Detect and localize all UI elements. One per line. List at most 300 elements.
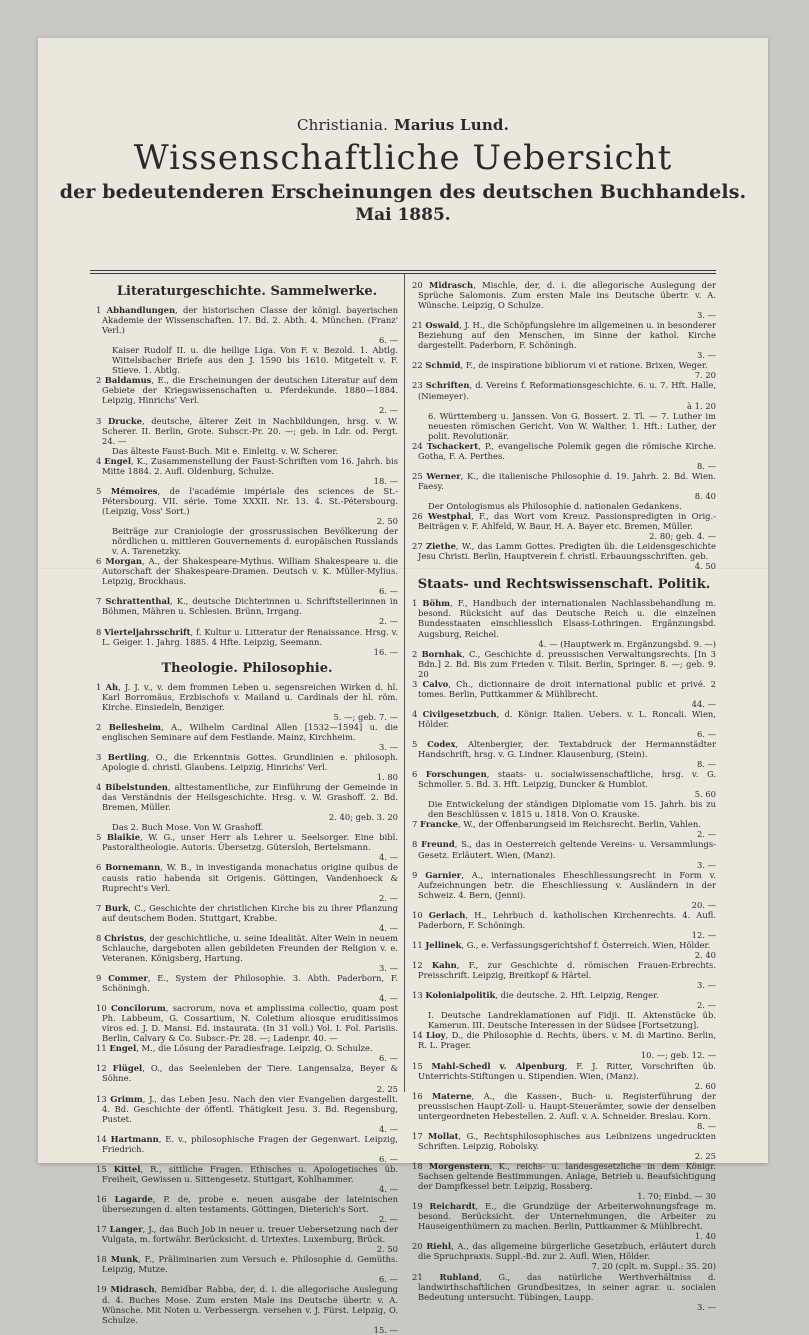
- entry-price: 5. —; geb. 7. —: [333, 711, 398, 722]
- entry-price: 6. —: [378, 586, 398, 597]
- bibliography-entry: 10 Gerlach, H., Lehrbuch d. katholischen Kirchenrechts. 4. Aufl. Paderborn, F. Schöningh. 12. —: [412, 909, 716, 940]
- entry-price: 2. —: [378, 616, 398, 627]
- bibliography-entry: 4 Bibelstunden, alttestamentliche, zur Einführung der Gemeinde in das Verständnis der Heilsgeschichte. Hrsg. v. W. Grashoff. 2. Bd. Bremen, Müller. 2. 40; geb. 3. 20 Das 2. Buch Mose. Von W. Grashoff.: [96, 782, 398, 833]
- entry-number: 26: [412, 511, 423, 522]
- bibliography-entry: 20 Midrasch, Mischle, der, d. i. die allegorische Auslegung der Sprüche Salomonis. Zum ersten Male ins Deutsche übertr. v. A. Wünsche. Leipzig, O Schulze. 3. —: [412, 280, 716, 321]
- entry-contents: I. Deutsche Landreklamationen auf Fidji. II. Aktenstücke üb. Kamerun. III. Deutsche Interessen in der Südsee [Fortsetzung].: [428, 1010, 716, 1031]
- entry-number: 17: [96, 1224, 107, 1235]
- entry-description: J., das Leben Jesu. Nach den vier Evangelien dargestellt. 4. Bd. Geschichte der öffentl. Thätigkeit Jesu. 3. Bd. Regensburg, Pustet.: [102, 1093, 398, 1124]
- issue-date: Mai 1885.: [355, 205, 451, 225]
- entry-description: der geschichtliche, u. seine Idealität. Alter Wein in neuem Schlauche, dargeboten allen gebildeten Freunden der Religion v. e. Veteranen. Königsberg, Hartung.: [102, 932, 398, 963]
- entry-number: 8: [96, 932, 102, 943]
- entry-description: H., Lehrbuch d. katholischen Kirchenrechts. 4. Aufl. Paderborn, F. Schöningh.: [418, 909, 716, 930]
- bibliography-entry: 14 Lioy, D., die Philosophie d. Rechts, übers. v. M. di Martino. Berlin, R. L. Prager. 10. —; geb. 12. —: [412, 1030, 717, 1061]
- entry-author-keyword: Engel: [104, 455, 132, 466]
- entry-contents: 6. Württemberg u. Janssen. Von G. Bossert. 2. Tl. — 7. Luther im neuesten römischen Gericht. Von W. Walther. 1. Hft.: Luther, der polit. Revolutionär.: [428, 410, 716, 441]
- entry-number: 27: [412, 541, 423, 552]
- bibliography-entry: 1 Ah, J. J. v., v. dem frommen Leben u. segensreichen Wirken d. hl. Karl Borromäus, Erzbischofs v. Mailand u. Cardinals der hl. röm. Kirche. Einsiedeln, Benziger. 5. —; geb. 7. —: [96, 681, 398, 722]
- entry-price: 5. 60: [694, 789, 716, 800]
- entry-number: 19: [412, 1201, 423, 1212]
- entry-author-keyword: Civilgesetzbuch: [422, 708, 497, 719]
- entry-author-keyword: Forschungen: [425, 769, 487, 780]
- bibliography-entry: 16 Lagarde, P. de, probe e. neuen ausgabe der lateinischen übersezungen d. alten testaments. Göttingen, Dieterich's Sort. 2. —: [96, 1194, 398, 1225]
- entry-price: 6. —: [696, 728, 716, 739]
- entry-description: F., zur Geschichte d. römischen Frauen-Erbrechts. Preisschrift. Leipzig, Breitkopf & Härtel.: [418, 960, 716, 981]
- entry-price: 16. —: [373, 646, 398, 657]
- entry-description: A., Wilhelm Cardinal Allen [1532—1594] u. die englischen Seminare auf dem Festlande. Mainz, Kirchheim.: [102, 721, 398, 742]
- entry-description: F. J. Ritter, Vorschriften üb. Unterrichts-Stiftungen u. Stipendien. Wien, (Manz).: [418, 1060, 716, 1081]
- bibliography-entry: 18 Morgenstern, K., reichs- u. landesgesetzliche in dem Königr. Sachsen geltende Bestimmungen. Anlage, Betrieb u. Beaufsichtigung der Dampfkessel betr. Leipzig, Rossberg. 1. 70; Einbd. — 30: [412, 1160, 716, 1202]
- entry-price: 1. 70; Einbd. — 30: [637, 1191, 716, 1202]
- entry-price: 3. —: [696, 859, 716, 870]
- entry-number: 21: [412, 320, 423, 331]
- entry-author-keyword: Drucke: [107, 415, 142, 426]
- bibliography-entry: 6 Morgan, A., der Shakespeare-Mythus. William Shakespeare u. die Autorschaft der Shakespeare-Dramen. Deutsch v. K. Müller-Mylius. Leipzig, Brockhaus. 6. —: [96, 556, 398, 597]
- entry-number: 1: [412, 598, 418, 609]
- literature-list: [96, 305, 398, 657]
- entry-description: K., die italienische Philosophie d. 19. Jahrh. 2. Bd. Wien. Faesy.: [418, 470, 716, 491]
- right-column: [412, 280, 716, 1312]
- entry-description: J., das Buch Job in neuer u. treuer Uebersetzung nach der Vulgata, m. fortwähr. Berücksicht. d. Urtextes. Luxemburg, Brück.: [102, 1224, 398, 1245]
- entry-price: 2. 80; geb. 4. —: [649, 531, 716, 542]
- bibliography-entry: 17 Langer, J., das Buch Job in neuer u. treuer Uebersetzung nach der Vulgata, m. fortwähr. Berücksicht. d. Urtextes. Luxemburg, Brück. 2. 50: [96, 1224, 398, 1255]
- entry-description: K., reichs- u. landesgesetzliche in dem Königr. Sachsen geltende Bestimmungen. Anlage, Betrieb u. Beaufsichtigung der Dampfkessel betr. Leipzig, Rossberg.: [418, 1160, 716, 1192]
- entry-price: 20. —: [691, 899, 716, 910]
- entry-price: 2. —: [696, 1000, 716, 1011]
- entry-description: staats- u. socialwissenschaftliche, hrsg. v. G. Schmoller. 5. Bd. 3. Hft. Leipzig, Duncker & Humblot.: [418, 769, 716, 790]
- entry-price: 2. —: [696, 829, 716, 840]
- entry-author-keyword: Hartmann: [110, 1133, 159, 1144]
- entry-description: K., deutsche Dichterinnen u. Schriftstellerinnen in Böhmen, Mähren u. Schlesien. Brünn, Irrgang.: [102, 596, 398, 617]
- bibliography-entry: 3 Bertling, O., die Erkenntnis Gottes. Grundlinien e. philosoph. Apologie d. christl. Glaubens. Leipzig, Hinrichs' Verl. 1. 80: [96, 751, 399, 783]
- bibliography-entry: 21 Oswald, J. H., die Schöpfungslehre im allgemeinen u. in besonderer Beziehung auf den Menschen, im Sinne der kathol. Kirche dargestellt. Paderborn, F. Schöningh. 3. —: [412, 320, 716, 361]
- entry-price: 4. —: [378, 1123, 398, 1134]
- entry-number: 13: [96, 1093, 107, 1104]
- entry-price: 8. —: [696, 759, 716, 770]
- entry-author-keyword: Garnier: [425, 869, 462, 880]
- entry-description: R., sittliche Fragen. Ethisches u. Apologetisches üb. Freiheit, Gewissen u. Sittengesetz. Stuttgart, Kohlhammer.: [102, 1163, 398, 1184]
- bibliography-entry: 23 Schriften, d. Vereins f. Reformationsgeschichte. 6. u. 7. Hft. Halle, (Niemeyer). à 1. 20 6. Württemberg u. Janssen. Von G. Bossert. 2. Tl. — 7. Luther im neuesten römischen Gericht. Von W. Walther. 1. Hft.: Luther, der polit. Revolutionär.: [412, 380, 716, 441]
- entry-author-keyword: Munk: [110, 1254, 138, 1265]
- bibliography-entry: 20 Riehl, A., das allgemeine bürgerliche Gesetzbuch, erläutert durch die Spruchpraxis. Suppl.-Bd. zur 2. Aufl. Wien, Hölder. 7. 20 (cplt. m. Suppl.: 35. 20): [412, 1241, 716, 1272]
- entry-author-keyword: Rubland: [439, 1271, 479, 1282]
- entry-description: W., der Offenbarungseid im Reichsrecht. Berlin, Vahlen.: [463, 819, 701, 830]
- section-heading-literature: Literaturgeschichte. Sammelwerke.: [116, 284, 378, 299]
- entry-number: 15: [96, 1163, 107, 1174]
- entry-number: 6: [96, 556, 102, 567]
- entry-number: 13: [412, 990, 423, 1001]
- entry-price: 3. —: [696, 310, 716, 321]
- entry-description: alttestamentliche, zur Einführung der Gemeinde in das Verständnis der Heilsgeschichte. Hrsg. v. W. Grashoff. 2. Bd. Bremen, Müller.: [102, 782, 398, 813]
- entry-number: 1: [96, 305, 102, 315]
- entry-number: 14: [412, 1030, 423, 1041]
- bibliography-entry: 3 Drucke, deutsche, älterer Zeit in Nachbildungen, hrsg. v. W. Scherer. II. Berlin, Grote. Subscr.-Pr. 20. —; geb. in Ldr. od. Pergt. 24. — Das älteste Faust-Buch. Mit e. Einleitg. v. W. Scherer.: [96, 415, 398, 456]
- entry-price: 7. 20: [694, 370, 716, 381]
- entry-author-keyword: Commer: [108, 973, 148, 983]
- bibliography-entry: 16 Materne, A., die Kassen-, Buch- u. Registerführung der preussischen Haupt-Zoll- u. Haupt-Steuerämter, sowie der denselben untergeordneten Hebestellen. 2. Aufl. v. A. Schneider. Breslau. Korn. 8. —: [412, 1090, 716, 1131]
- entry-description: F., Präliminarien zum Versuch e. Philosophie d. Gemüths. Leipzig, Mutze.: [102, 1254, 398, 1275]
- entry-number: 7: [412, 819, 418, 830]
- bibliography-entry: 1 Böhm, F., Handbuch der internationalen Nachlassbehandlung m. besond. Rücksicht auf das Deutsche Reich u. die einzelnen Bundesstaaten einschliesslich Elsass-Lothringen. Ergänzungsbd. Augsburg, Reichel. 4. — (Hauptwerk m. Ergänzungsbd. 9. —): [412, 598, 717, 649]
- entry-number: 4: [96, 782, 102, 793]
- page-subtitle: der bedeutenderen Erscheinungen des deutschen Buchhandels.: [59, 181, 747, 203]
- entry-price: 4. —: [378, 1183, 398, 1194]
- entry-price: 3. —: [378, 741, 398, 752]
- entry-author-keyword: Böhm: [422, 598, 451, 609]
- entry-description: de l'académie impériale des sciences de St.-Pétersbourg. VII. série. Tome XXXII. Nr. 13. 4. St.-Pétersbourg. (Leipzig, Voss' Sort.): [102, 485, 398, 516]
- header-rule: [90, 270, 716, 271]
- bibliography-entry: 19 Midrasch, Bemidbar Rabba, der, d. i. die allegorische Auslegung d. 4. Buches Mose. Zum ersten Male ins Deutsche übertr. v. A. Wünsche. Mit Noten u. Verbessergn. versehen v. J. Fürst. Leipzig, O. Schulze. 15. —: [96, 1284, 398, 1335]
- entry-author-keyword: Bellesheim: [108, 721, 161, 732]
- entry-author-keyword: Morgenstern: [428, 1160, 490, 1171]
- entry-author-keyword: Lioy: [426, 1030, 446, 1041]
- theology-list: [96, 682, 398, 1335]
- entry-contents: Beiträge zur Craniologie der grossrussischen Bevölkerung der nördlichen u. mittleren Gouvernements d. europäischen Russlands v. A. Tarenetzky.: [112, 526, 398, 557]
- entry-number: 6: [412, 769, 418, 780]
- entry-number: 2: [96, 375, 102, 386]
- entry-number: 8: [412, 839, 418, 850]
- bibliography-entry: 2 Bornhak, C., Geschichte d. preussischen Verwaltungsrechts. [In 3 Bdn.] 2. Bd. Bis zum Frieden v. Tilsit. Berlin, Springer. 8. —; geb. 9. 20: [412, 648, 717, 679]
- entry-price: 2. —: [378, 892, 398, 903]
- bibliography-entry: 4 Civilgesetzbuch, d. Königr. Italien. Uebers. v. L. Roncali. Wien, Hölder. 6. —: [412, 708, 716, 739]
- bibliography-entry: 5 Mémoires, de l'académie impériale des sciences de St.-Pétersbourg. VII. série. Tome XXXII. Nr. 13. 4. St.-Pétersbourg. (Leipzig, Voss' Sort.) 2. 50 Beiträge zur Craniologie der grossrussischen Bevölkerung der nördlichen u. mittleren Gouvernements d. europäischen Russlands v. A. Tarenetzky.: [96, 485, 398, 557]
- bibliography-entry: 13 Kolonialpolitik, die deutsche. 2. Hft. Leipzig, Renger. 2. — I. Deutsche Landreklamationen auf Fidji. II. Aktenstücke üb. Kamerun. III. Deutsche Interessen in der Südsee [Fortsetzung].: [412, 990, 716, 1031]
- entry-price: 2. 60: [694, 1080, 716, 1091]
- entry-price: 4. —: [378, 993, 398, 1004]
- bibliography-entry: 6 Forschungen, staats- u. socialwissenschaftliche, hrsg. v. G. Schmoller. 5. Bd. 3. Hft. Leipzig, Duncker & Humblot. 5. 60 Die Entwickelung der ständigen Diplomatie vom 15. Jahrh. bis zu den Beschlüssen v. 1815 u. 1818. Von O. Krauske.: [412, 769, 716, 820]
- publisher-place: Christiania.: [296, 116, 389, 134]
- entry-contents: Die Entwickelung der ständigen Diplomatie vom 15. Jahrh. bis zu den Beschlüssen v. 1815 u. 1818. Von O. Krauske.: [428, 799, 716, 820]
- entry-price: 2. 25: [694, 1150, 716, 1161]
- entry-description: W. G., unser Herr als Lehrer u. Seelsorger. Eine bibl. Pastoraltheologie. Autoris. Übersetzg. Gütersloh, Bertelsmann.: [102, 832, 399, 853]
- bibliography-entry: 22 Schmid, F., de inspiratione bibliorum vi et ratione. Brixen, Weger. 7. 20: [412, 360, 716, 381]
- bibliography-entry: 26 Westphal, F., das Wort vom Kreuz. Passionspredigten in Orig.-Beiträgen v. F. Ahlfeld, W. Baur, H. A. Bayer etc. Bremen, Müller. 2. 80; geb. 4. —: [412, 511, 716, 542]
- bibliography-entry: 3 Calvo, Ch., dictionnaire de droit international public et privé. 2 tomes. Berlin, Puttkammer & Mühlbrecht. 44. —: [412, 678, 716, 709]
- entry-number: 1: [96, 681, 102, 692]
- entry-contents: Das älteste Faust-Buch. Mit e. Einleitg. v. W. Scherer.: [112, 445, 339, 456]
- entry-author-keyword: Concilorum: [110, 1003, 166, 1014]
- entry-description: W., das Lamm Gottes. Predigten üb. die Leidensgeschichte Jesu Christi. Berlin, Hauptverein f. christl. Erbauungsschriften. geb.: [418, 541, 717, 562]
- entry-author-keyword: Bertling: [107, 751, 147, 762]
- header-rule-thin: [90, 273, 716, 274]
- entry-price: 3. —: [696, 350, 716, 361]
- entry-price: 8. —: [696, 1120, 716, 1131]
- entry-price: 6. —: [378, 1274, 398, 1285]
- entry-author-keyword: Christus: [104, 932, 144, 943]
- entry-author-keyword: Bornemann: [105, 862, 161, 873]
- entry-price: 15. —: [373, 1324, 398, 1335]
- entry-description: J. H., die Schöpfungslehre im allgemeinen u. in besonderer Beziehung auf den Menschen, im Sinne der kathol. Kirche dargestellt. Paderborn, F. Schöningh.: [418, 320, 716, 351]
- entry-description: d. Vereins f. Reformationsgeschichte. 6. u. 7. Hft. Halle, (Niemeyer).: [418, 380, 716, 401]
- entry-author-keyword: Midrasch: [110, 1284, 155, 1295]
- bibliography-entry: 19 Reichardt, E., die Grundzüge der Arbeiterwohnungsfrage m. besond. Berücksicht. der Unternehmungen, die Arbeiter zu Hauseigenthümern zu machen. Berlin, Puttkammer & Mühlbrecht. 1. 40: [412, 1201, 716, 1242]
- entry-description: A., das allgemeine bürgerliche Gesetzbuch, erläutert durch die Spruchpraxis. Suppl.-Bd. zur 2. Aufl. Wien, Hölder.: [418, 1241, 716, 1262]
- entry-author-keyword: Bornhak: [421, 648, 463, 659]
- publisher-name: Marius Lund.: [394, 116, 510, 134]
- entry-price: 6. —: [378, 1053, 398, 1064]
- bibliography-entry: 21 Rubland, G., das natürliche Werthverhältniss d. landwirthschaftlichen Grundbesitzes, in seiner agrar. u. socialen Bedeutung untersucht. Tübingen, Laupp. 3. —: [412, 1271, 716, 1312]
- entry-author-keyword: Lagarde: [114, 1194, 153, 1205]
- entry-contents: Kaiser Rudolf II. u. die heilige Liga. Von F. v. Bezold. 1. Abtlg. Wittelsbacher Briefe aus den J. 1590 bis 1610. Mitgetelt v. F. Stieve. 1. Abtlg.: [112, 345, 398, 376]
- entry-price: 3. —: [696, 1301, 716, 1312]
- entry-number: 14: [96, 1133, 107, 1144]
- entry-number: 12: [412, 960, 423, 971]
- entry-number: 23: [412, 380, 423, 391]
- entry-description: A., die Kassen-, Buch- u. Registerführung der preussischen Haupt-Zoll- u. Haupt-Steuerämter, sowie der denselben untergeordneten Hebestellen. 2. Aufl. v. A. Schneider. Breslau. Korn.: [418, 1090, 716, 1121]
- entry-price: 4. 50: [694, 561, 716, 572]
- entry-author-keyword: Jellinek: [425, 939, 462, 950]
- entry-author-keyword: Oswald: [425, 320, 460, 331]
- entry-description: E. v., philosophische Fragen der Gegenwart. Leipzig, Friedrich.: [102, 1133, 399, 1154]
- entry-description: G., Rechtsphilosophisches aus Leibnizens ungedruckten Schriften. Leipzig, Robolsky.: [418, 1130, 716, 1151]
- entry-number: 20: [412, 280, 423, 290]
- entry-description: der historischen Classe der königl. bayerischen Akademie der Wissenschaften. 17. Bd. 2. Abth. 4. München. (Franz' Verl.): [102, 305, 399, 336]
- entry-price: 2. —: [378, 405, 398, 416]
- entry-description: O., die Erkenntnis Gottes. Grundlinien e. philosoph. Apologie d. christl. Glaubens. Leipzig, Hinrichs' Verl.: [102, 751, 399, 773]
- entry-price: 4. —: [378, 922, 398, 933]
- bibliography-entry: 11 Engel, M., die Lösung der Paradiesfrage. Leipzig, O. Schulze. 6. —: [96, 1043, 398, 1064]
- entry-number: 11: [96, 1043, 107, 1054]
- entry-author-keyword: Burk: [104, 902, 129, 913]
- entry-description: P., evangelische Polemik gegen die römische Kirche. Gotha, F. A. Perthes.: [418, 440, 716, 461]
- entry-description: A., der Shakespeare-Mythus. William Shakespeare u. die Autorschaft der Shakespeare-Dramen. Deutsch v. K. Müller-Mylius. Leipzig, Brockhaus.: [102, 556, 398, 587]
- entry-number: 18: [412, 1160, 423, 1171]
- entry-description: deutsche, älterer Zeit in Nachbildungen, hrsg. v. W. Scherer. II. Berlin, Grote. Subscr.-Pr. 20. —; geb. in Ldr. od. Pergt. 24. —: [102, 415, 398, 446]
- entry-price: 44. —: [691, 698, 716, 709]
- entry-author-keyword: Francke: [420, 819, 458, 830]
- entry-description: C., Geschichte der christlichen Kirche bis zu ihrer Pflanzung auf deutschem Boden. Stuttgart, Krabbe.: [102, 902, 399, 923]
- bibliography-entry: 8 Christus, der geschichtliche, u. seine Idealität. Alter Wein in neuem Schlauche, dargeboten allen gebildeten Freunden der Religion v. e. Veteranen. Königsberg, Hartung. 3. —: [96, 932, 398, 973]
- entry-author-keyword: Engel: [109, 1043, 137, 1054]
- bibliography-entry: 7 Burk, C., Geschichte der christlichen Kirche bis zu ihrer Pflanzung auf deutschem Boden. Stuttgart, Krabbe. 4. —: [96, 902, 399, 933]
- entry-description: E., die Grundzüge der Arbeiterwohnungsfrage m. besond. Berücksicht. der Unternehmungen, die Arbeiter zu Hauseigenthümern zu machen. Berlin, Puttkammer & Mühlbrecht.: [418, 1201, 716, 1232]
- entry-price: 12. —: [691, 929, 716, 940]
- entry-price: 8. —: [696, 460, 716, 471]
- entry-author-keyword: Reichardt: [429, 1201, 476, 1212]
- entry-author-keyword: Schrattenthal: [105, 596, 171, 607]
- bibliography-entry: 12 Flügel, O., das Seelenleben der Tiere. Langensalza, Beyer & Söhne. 2. 25: [96, 1063, 398, 1094]
- entry-description: G., e. Verfassungsgerichtshof f. Österreich. Wien, Hölder.: [466, 939, 711, 950]
- entry-number: 5: [96, 832, 102, 843]
- entry-price: 18. —: [373, 475, 398, 486]
- entry-description: S., das in Oesterreich geltende Vereins- u. Versammlungs-Gesetz. Erläutert. Wien, (Manz).: [418, 839, 717, 860]
- entry-number: 12: [96, 1063, 107, 1074]
- entry-author-keyword: Ziethe: [425, 541, 456, 552]
- entry-description: die deutsche. 2. Hft. Leipzig, Renger.: [500, 990, 659, 1001]
- entry-description: O., das Seelenleben der Tiere. Langensalza, Beyer & Söhne.: [102, 1063, 398, 1084]
- entry-author-keyword: Baldamus: [104, 375, 152, 386]
- bibliography-entry: 15 Kittel, R., sittliche Fragen. Ethisches u. Apologetisches üb. Freiheit, Gewissen u. Sittengesetz. Stuttgart, Kohlhammer. 4. —: [96, 1163, 398, 1194]
- entry-author-keyword: Mollat: [428, 1130, 459, 1141]
- entry-price: 4. —: [378, 852, 398, 863]
- entry-description: G., das natürliche Werthverhältniss d. landwirthschaftlichen Grundbesitzes, in seiner agrar. u. socialen Bedeutung untersucht. Tübingen, Laupp.: [418, 1271, 716, 1302]
- entry-author-keyword: Westphal: [427, 511, 472, 522]
- entry-author-keyword: Langer: [109, 1224, 143, 1235]
- entry-number: 24: [412, 440, 423, 451]
- law-list: [412, 598, 716, 1311]
- bibliography-entry: 9 Commer, E., System der Philosophie. 3. Abth. Paderborn, F. Schöningh. 4. —: [96, 973, 398, 1004]
- entry-number: 3: [412, 678, 418, 689]
- entry-description: F., Handbuch der internationalen Nachlassbehandlung m. besond. Rücksicht auf das Deutsche Reich u. die einzelnen Bundesstaaten einschliesslich Elsass-Lothringen. Ergänzungsbd. Augsburg, Reichel.: [418, 598, 717, 639]
- entry-author-keyword: Materne: [431, 1090, 472, 1101]
- entry-author-keyword: Midrasch: [429, 280, 474, 290]
- entry-price: 2. 50: [376, 515, 398, 526]
- bibliography-entry: 7 Francke, W., der Offenbarungseid im Reichsrecht. Berlin, Vahlen. 2. —: [412, 819, 716, 840]
- theology-continued-list: [412, 280, 716, 571]
- entry-author-keyword: Schriften: [425, 380, 470, 391]
- entry-author-keyword: Mémoires: [110, 485, 158, 496]
- entry-price: 3. —: [696, 980, 716, 991]
- entry-contents: Der Ontologismus als Philosophie d. nationalen Gedankens.: [428, 501, 682, 512]
- entry-author-keyword: Morgan: [105, 556, 142, 567]
- entry-description: Mischle, der, d. i. die allegorische Auslegung der Sprüche Salomonis. Zum ersten Male ins Deutsche übertr. v. A. Wünsche. Leipzig, O Schulze.: [418, 280, 716, 311]
- entry-author-keyword: Freund: [421, 839, 455, 850]
- bibliography-entry: 7 Schrattenthal, K., deutsche Dichterinnen u. Schriftstellerinnen in Böhmen, Mähren u. Schlesien. Brünn, Irrgang. 2. —: [96, 596, 398, 627]
- entry-price: 7. 20 (cplt. m. Suppl.: 35. 20): [591, 1261, 716, 1272]
- entry-author-keyword: Kolonialpolitik: [425, 990, 496, 1001]
- section-heading-theology: Theologie. Philosophie.: [161, 660, 333, 676]
- entry-price: 1. 80: [376, 772, 398, 783]
- bibliography-entry: 14 Hartmann, E. v., philosophische Fragen der Gegenwart. Leipzig, Friedrich. 6. —: [96, 1133, 399, 1164]
- publisher-line: [38, 116, 768, 134]
- bibliography-entry: 6 Bornemann, W. B., in investiganda monachatus origine quibus de causis ratio habenda sit Origenis. Göttingen, Vandenhoeck & Ruprecht's Verl. 2. —: [96, 862, 399, 903]
- entry-number: 8: [96, 626, 102, 637]
- entry-price: 2. 50: [376, 1244, 398, 1255]
- entry-author-keyword: Flügel: [112, 1063, 143, 1074]
- entry-description: Altenbergier, der. Textabdruck der Hermannstädter Handschrift, hrsg. v. G. Lindner. Klausenburg, (Stein).: [418, 739, 716, 760]
- entry-description: E., die Erscheinungen der deutschen Literatur auf dem Gebiete der Kriegswissenschaften u. Pferdekunde. 1880—1884. Leipzig, Hinrichs' Verl.: [102, 375, 399, 406]
- entry-price: 6. —: [378, 1153, 398, 1164]
- entry-author-keyword: Schmid: [425, 360, 461, 371]
- entry-number: 17: [412, 1130, 423, 1141]
- section-heading-law: Staats- und Rechtswissenschaft. Politik.: [417, 577, 711, 593]
- left-column: [96, 280, 398, 1335]
- column-divider: [404, 274, 405, 1092]
- entry-description: F., de inspiratione bibliorum vi et ratione. Brixen, Weger.: [465, 360, 708, 371]
- entry-number: 20: [412, 1241, 423, 1252]
- masthead: [38, 116, 768, 225]
- entry-number: 11: [412, 939, 423, 950]
- page-title: Wissenschaftliche Uebersicht: [133, 138, 673, 178]
- bibliography-entry: 24 Tschackert, P., evangelische Polemik gegen die römische Kirche. Gotha, F. A. Perthes. 8. —: [412, 440, 716, 471]
- entry-number: 2: [96, 721, 102, 732]
- entry-number: 7: [96, 902, 102, 913]
- entry-description: f. Kultur u. Litteratur der Renaissance. Hrsg. v. L. Geiger. 1. Jahrg. 1885. 4 Hfte. Leipzig, Seemann.: [102, 626, 399, 647]
- entry-description: E., System der Philosophie. 3. Abth. Paderborn, F. Schöningh.: [102, 973, 398, 994]
- entry-description: A., internationales Eheschliessungsrecht in Form v. Aufzeichnungen betr. die Eheschliessung v. Ausländern in der Schweiz. 4. Bern, (Jenni).: [418, 869, 717, 900]
- entry-number: 16: [412, 1090, 423, 1101]
- entry-description: J. J. v., v. dem frommen Leben u. segensreichen Wirken d. hl. Karl Borromäus, Erzbischofs v. Mailand u. Cardinals der hl. röm. Kirche. Einsiedeln, Benziger.: [102, 681, 398, 712]
- entry-description: C., Geschichte d. preussischen Verwaltungsrechts. [In 3 Bdn.] 2. Bd. Bis zum Frieden v. Tilsit. Berlin, Springer. 8. —; geb. 9. 20: [418, 648, 717, 679]
- entry-number: 6: [96, 862, 102, 873]
- entry-price: 8. 40: [694, 490, 716, 501]
- bibliography-entry: 5 Codex, Altenbergier, der. Textabdruck der Hermannstädter Handschrift, hrsg. v. G. Lindner. Klausenburg, (Stein). 8. —: [412, 739, 716, 770]
- entry-description: Ch., dictionnaire de droit international public et privé. 2 tomes. Berlin, Puttkammer & Mühlbrecht.: [418, 678, 716, 699]
- entry-description: d. Königr. Italien. Uebers. v. L. Roncali. Wien, Hölder.: [418, 708, 716, 729]
- entry-author-keyword: Ah: [105, 681, 119, 692]
- entry-number: 21: [412, 1271, 423, 1282]
- bibliography-entry: 15 Mahl-Schedl v. Alpenburg, F. J. Ritter, Vorschriften üb. Unterrichts-Stiftungen u. Stipendien. Wien, (Manz). 2. 60: [412, 1060, 716, 1091]
- bibliography-entry: 9 Garnier, A., internationales Eheschliessungsrecht in Form v. Aufzeichnungen betr. die Eheschliessung v. Ausländern in der Schweiz. 4. Bern, (Jenni). 20. —: [412, 869, 717, 910]
- entry-number: 7: [96, 596, 102, 607]
- entry-author-keyword: Codex: [427, 739, 456, 750]
- entry-description: M., die Lösung der Paradiesfrage. Leipzig, O. Schulze.: [141, 1043, 373, 1054]
- entry-price: 2. —: [378, 1214, 398, 1225]
- entry-author-keyword: Blaikie: [106, 832, 141, 843]
- entry-number: 9: [96, 973, 102, 983]
- entry-price: 4. — (Hauptwerk m. Ergänzungsbd. 9. —): [538, 638, 716, 649]
- entry-author-keyword: Vierteljahrsschrift: [104, 626, 191, 637]
- bibliography-entry: 11 Jellinek, G., e. Verfassungsgerichtshof f. Österreich. Wien, Hölder. 2. 40: [412, 939, 716, 960]
- entry-price: à 1. 20: [687, 400, 716, 411]
- entry-description: Bemidbar Rabba, der, d. i. die allegorische Auslegung d. 4. Buches Mose. Zum ersten Male ins Deutsche übertr. v. A. Wünsche. Mit Noten u. Verbessergn. versehen v. J. Fürst. Leipzig, O. Schulze.: [102, 1284, 398, 1325]
- bibliography-entry: 1 Abhandlungen, der historischen Classe der königl. bayerischen Akademie der Wissenschaften. 17. Bd. 2. Abth. 4. München. (Franz' Verl.) 6. — Kaiser Rudolf II. u. die heilige Liga. Von F. v. Bezold. 1. Abtlg. Wittelsbacher Briefe aus den J. 1590 bis 1610. Mitgetelt v. F. Stieve. 1. Abtlg.: [96, 305, 399, 376]
- entry-price: 10. —; geb. 12. —: [640, 1050, 716, 1061]
- entry-author-keyword: Riehl: [426, 1241, 452, 1252]
- entry-number: 2: [412, 648, 418, 659]
- entry-author-keyword: Calvo: [422, 678, 449, 689]
- entry-author-keyword: Abhandlungen: [106, 305, 176, 315]
- entry-description: W. B., in investiganda monachatus origine quibus de causis ratio habenda sit Origenis. Göttingen, Vandenhoeck & Ruprecht's Verl.: [102, 862, 399, 893]
- entry-author-keyword: Kittel: [113, 1163, 141, 1174]
- entry-description: P. de, probe e. neuen ausgabe der lateinischen übersezungen d. alten testaments. Göttingen, Dieterich's Sort.: [102, 1194, 398, 1215]
- bibliography-entry: 17 Mollat, G., Rechtsphilosophisches aus Leibnizens ungedruckten Schriften. Leipzig, Robolsky. 2. 25: [412, 1130, 716, 1161]
- entry-number: 5: [412, 739, 418, 750]
- entry-number: 3: [96, 415, 102, 426]
- entry-number: 22: [412, 360, 423, 371]
- entry-number: 3: [96, 751, 102, 762]
- entry-price: 6. —: [378, 335, 398, 346]
- bibliography-entry: 13 Grimm, J., das Leben Jesu. Nach den vier Evangelien dargestellt. 4. Bd. Geschichte der öffentl. Thätigkeit Jesu. 3. Bd. Regensburg, Pustet. 4. —: [96, 1093, 398, 1134]
- entry-price: 2. 40: [694, 950, 716, 960]
- entry-description: F., das Wort vom Kreuz. Passionspredigten in Orig.-Beiträgen v. F. Ahlfeld, W. Baur, H. A. Bayer etc. Bremen, Müller.: [418, 511, 716, 532]
- entry-number: 4: [412, 708, 418, 719]
- bibliography-entry: 12 Kahn, F., zur Geschichte d. römischen Frauen-Erbrechts. Preisschrift. Leipzig, Breitkopf & Härtel. 3. —: [412, 960, 716, 991]
- entry-author-keyword: Werner: [426, 470, 461, 481]
- entry-author-keyword: Grimm: [110, 1093, 143, 1104]
- entry-number: 10: [96, 1003, 107, 1014]
- entry-price: 1. 40: [694, 1231, 716, 1242]
- entry-author-keyword: Mahl-Schedl v. Alpenburg: [431, 1060, 565, 1071]
- entry-price: 2. 40; geb. 3. 20: [328, 812, 398, 823]
- entry-description: sacrorum, nova et amplissima collectio, quam post Ph. Labbeum, G. Cossartium, N. Coletium aliosque eruditissimos viros ed. J. D. Mansi. Ed. instaurata. (In 31 voll.) Vol. I. Fol. Parisiis. Berlin, Calvary & Co. Subscr.-Pr. 28. —; Ladenpr. 40. —: [102, 1003, 399, 1044]
- bibliography-entry: 2 Baldamus, E., die Erscheinungen der deutschen Literatur auf dem Gebiete der Kriegswissenschaften u. Pferdekunde. 1880—1884. Leipzig, Hinrichs' Verl. 2. —: [96, 375, 399, 416]
- entry-author-keyword: Tschackert: [426, 440, 479, 451]
- bibliography-entry: 10 Concilorum, sacrorum, nova et amplissima collectio, quam post Ph. Labbeum, G. Cossartium, N. Coletium aliosque eruditissimos viros ed. J. D. Mansi. Ed. instaurata. (In 31 voll.) Vol. I. Fol. Parisiis. Berlin, Calvary & Co. Subscr.-Pr. 28. —; Ladenpr. 40. —: [96, 1003, 399, 1044]
- entry-number: 4: [96, 455, 102, 466]
- entry-author-keyword: Kahn: [431, 960, 457, 971]
- entry-price: 2. 25: [376, 1083, 398, 1094]
- entry-number: 18: [96, 1254, 107, 1265]
- entry-description: K., Zusammenstellung der Faust-Schriften vom 16. Jahrh. bis Mitte 1884. 2. Aufl. Oldenburg, Schulze.: [102, 455, 398, 476]
- bibliography-entry: 4 Engel, K., Zusammenstellung der Faust-Schriften vom 16. Jahrh. bis Mitte 1884. 2. Aufl. Oldenburg, Schulze. 18. —: [96, 455, 398, 486]
- bibliography-entry: 8 Freund, S., das in Oesterreich geltende Vereins- u. Versammlungs-Gesetz. Erläutert. Wien, (Manz). 3. —: [412, 839, 717, 870]
- entry-number: 10: [412, 909, 423, 920]
- entry-number: 15: [412, 1060, 423, 1071]
- entry-number: 5: [96, 485, 102, 496]
- entry-number: 16: [96, 1194, 107, 1205]
- bibliography-entry: 2 Bellesheim, A., Wilhelm Cardinal Allen [1532—1594] u. die englischen Seminare auf dem Festlande. Mainz, Kirchheim. 3. —: [96, 721, 398, 752]
- document-page: [38, 38, 768, 1335]
- bibliography-entry: 27 Ziethe, W., das Lamm Gottes. Predigten üb. die Leidensgeschichte Jesu Christi. Berlin, Hauptverein f. christl. Erbauungsschriften. geb. 4. 50: [412, 541, 717, 572]
- bibliography-entry: 8 Vierteljahrsschrift, f. Kultur u. Litteratur der Renaissance. Hrsg. v. L. Geiger. 1. Jahrg. 1885. 4 Hfte. Leipzig, Seemann. 16. —: [96, 626, 399, 657]
- entry-number: 25: [412, 470, 423, 481]
- entry-contents: Das 2. Buch Mose. Von W. Grashoff.: [112, 822, 264, 833]
- entry-price: 3. —: [378, 962, 398, 973]
- entry-author-keyword: Bibelstunden: [105, 782, 168, 793]
- entry-number: 19: [96, 1284, 107, 1295]
- bibliography-entry: 18 Munk, F., Präliminarien zum Versuch e. Philosophie d. Gemüths. Leipzig, Mutze. 6. —: [96, 1254, 398, 1285]
